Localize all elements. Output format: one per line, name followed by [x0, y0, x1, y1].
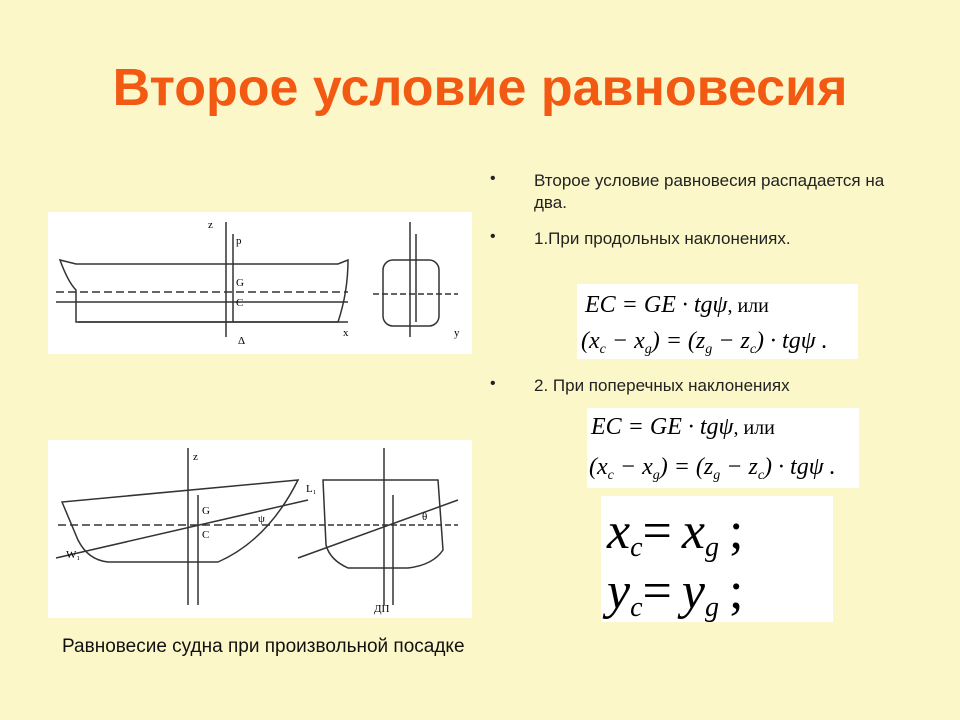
formula-line-1: EC = GE · tgψ, или: [585, 292, 769, 318]
delta-label: Δ: [238, 335, 246, 347]
waterline-label-w1: W₁: [66, 549, 81, 561]
axis-label-z: z: [193, 451, 198, 463]
longitudinal-diagram: [48, 212, 472, 354]
bullet-dot: •: [490, 375, 496, 392]
angle-label-psi: ψ: [258, 513, 265, 525]
slide-title: Второе условие равновесия: [112, 59, 848, 117]
equality-x: xc= xg ;: [607, 503, 744, 563]
formula-transverse: [587, 408, 859, 488]
formula-longitudinal: [577, 284, 858, 359]
equality-y: yc= yg ;: [607, 563, 744, 622]
angle-label-theta: θ: [422, 511, 428, 523]
bullet-text: 1.При продольных наклонениях.: [534, 229, 791, 248]
formula-line-2: $(x_c - x_g) = (z_g - z_c) \cdot tg\psi$ .: [581, 328, 828, 357]
axis-label-x: x: [343, 327, 349, 339]
equalities-box: [601, 496, 833, 622]
point-label-g: G: [236, 277, 244, 289]
bullet-text: Второе условие равновесия распадается на два.: [534, 171, 885, 212]
centerline-label: ДП: [374, 603, 390, 615]
waterline-label-l1: L₁: [306, 483, 317, 495]
point-label-c: C: [202, 529, 210, 541]
axis-label-z: z: [208, 219, 213, 231]
point-label-g: G: [202, 505, 210, 517]
bullet-dot: •: [490, 228, 496, 245]
transverse-diagram: [48, 440, 472, 618]
bullet-dot: •: [490, 170, 496, 187]
formula-line-1: EC = GE · tgψ, или: [591, 414, 775, 440]
force-label-p: p: [236, 235, 242, 247]
diagram-caption: Равновесие судна при произвольной посадке: [62, 636, 465, 657]
bullet-text: 2. При поперечных наклонениях: [534, 376, 790, 395]
axis-label-y: y: [454, 327, 460, 339]
point-label-c: C: [236, 297, 244, 309]
formula-line-2: $(x_c - x_g) = (z_g - z_c) \cdot tg\psi$ .: [589, 454, 836, 483]
